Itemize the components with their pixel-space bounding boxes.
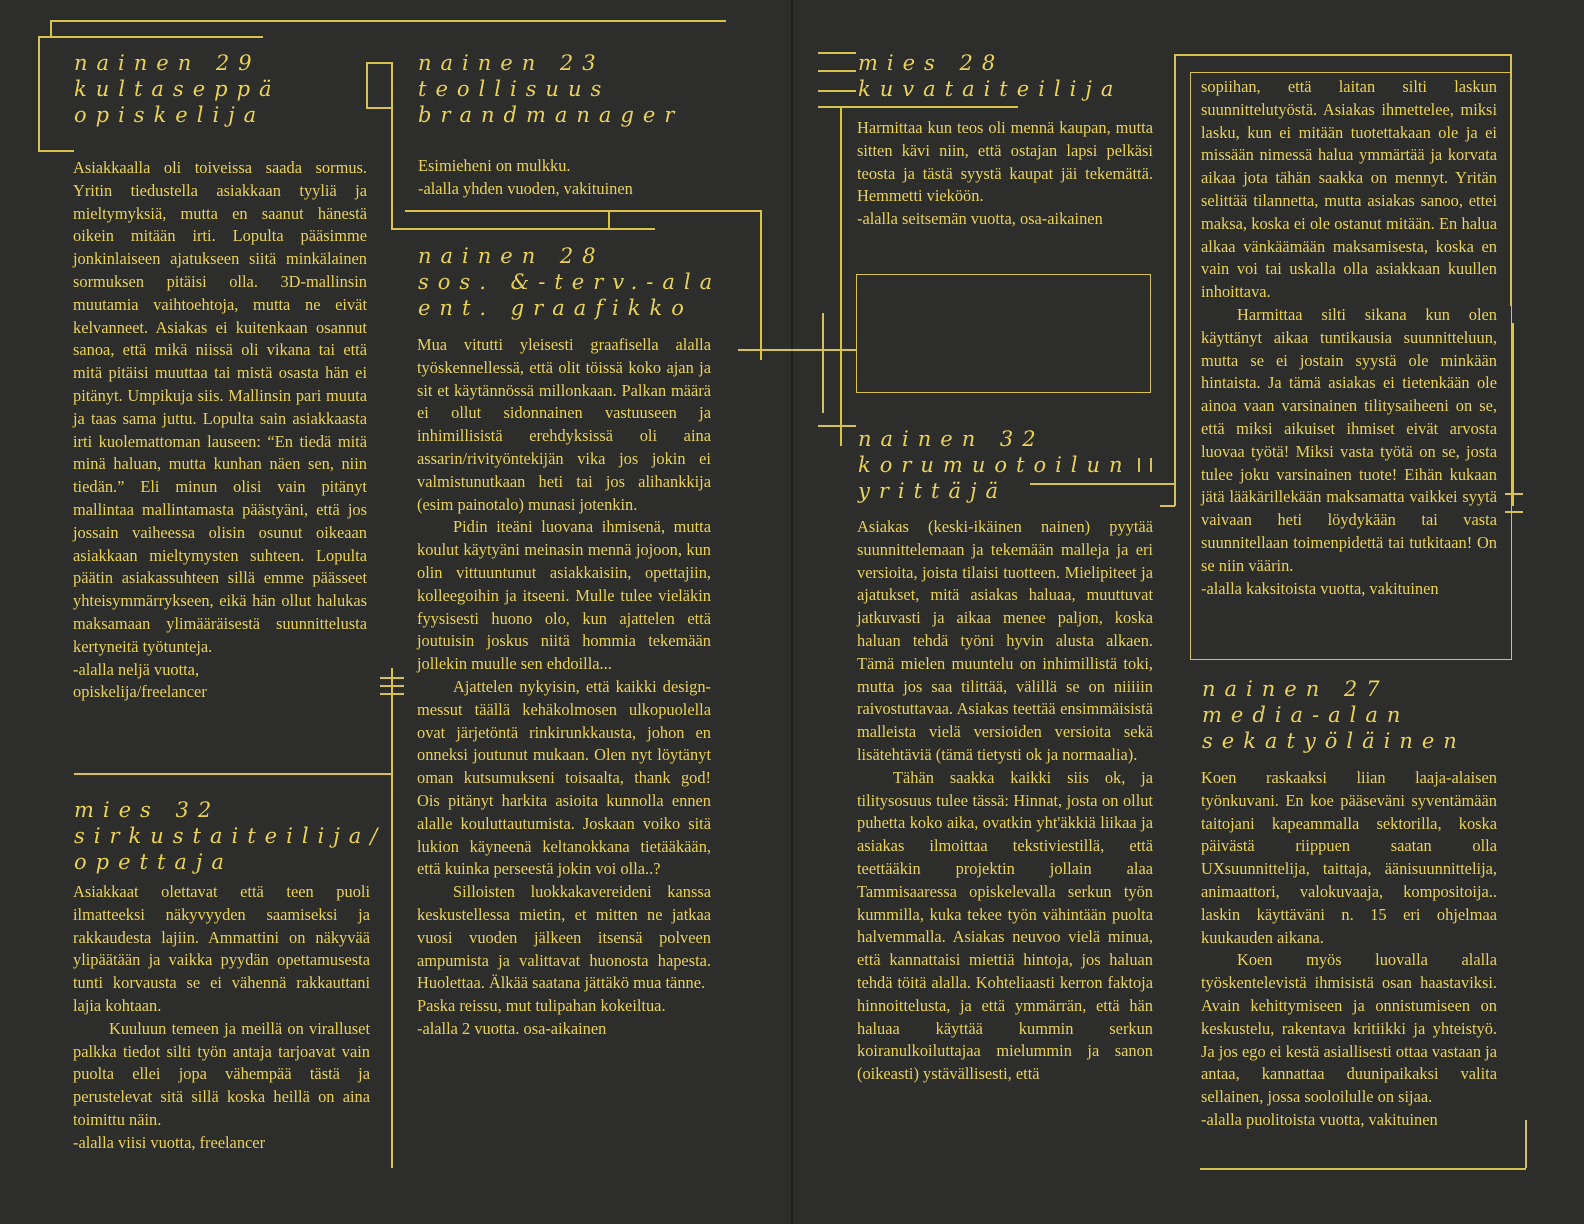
heading-nainen-29: nainen 29 kultaseppä opiskelija <box>74 51 281 127</box>
heading-nainen-28: nainen 28 sos. &-terv.-ala ent. graafikko <box>418 244 722 320</box>
heading-nainen-32: nainen 32 korumuotoilun yrittäjä <box>858 427 1132 503</box>
text-nainen-32: Asiakas (keski-ikäinen nainen) pyytää suunnittelemaan ja tekemään malleja ja eri versioita, joista tilaisi tuotteen. Mielipiteet ja ajatukset, mitä asiakas haluaa, muuttuvat jatkuvasti ja aikaa menee paljon, koska haluan tehdä työni hyvin alusta alkaen. Tämä mielen muuntelu on inhimillistä toki, mutta jos saa tilittää, välillä se on niiiiin raivostuttavaa. Asiakas teettää ensimmäisistä malleista vielä versioiden versioita sekä lisätehtäviä (tämä tietysti ok ja normaalia). Tähän saakka kaikki siis ok, ja tilitysosuus tulee tässä: Hinnat, josta on ollut puhetta koko aika, ovatkin yht'äkkiä liikaa ja asiakas ilmoittaa tekstiviestillä, että teettääkin projektin jollain alaa Tammisaaressa opiskelevalla serkun työn kummilla, kuka tekee työn vähintään puolta halvemmalla. Asiakas neuvoo vielä minua, että kannattaisi miettiä hintoja, jos haluan tehdä töitä alalla. Kohteliaasti kerron faktoja hinnoittelusta, ja että ymmärrän, että hän haluaa käyttää kummin serkun koiranulkoiluttajaa mielummin ja sanon (oikeasti) ystävällisesti, että <box>857 517 1153 1084</box>
text-mies-32: Asiakkaat olettavat että teen puoli ilmatteeksi näkyvyyden saamiseksi ja rakkaudesta lajiin. Ammattini on näkyvää ylipäätään ja vaikka pyydän opettamusesta tunti korvausta se ei vähennä rakkauttani lajia kohtaan. Kuuluun temeen ja meillä on viralluset palkka tiedot silti työn antaja tarjoavat vain puolta ellei jopa vähempää tästä ja perustelevat sitä sillä koska heillä on aina toimittu näin. -alalla viisi vuotta, freelancer <box>73 882 370 1152</box>
heading-nainen-23: nainen 23 teollisuus brandmanager <box>418 51 684 127</box>
text-nainen-32-continued: sopiihan, että laitan silti laskun suunnittelutyöstä. Asiakas ihmettelee, miksi lasku, kun ei mitään tuotettakaan ole ja ei missään nimessä halua ymmärtää ja korvata aikaa jota tähän saakka on mennyt. Yritän selittää tilannetta, mutta asiakas sanoo, ettei maksa, koska ei ole ostanut mitään. En halua alkaa vänkäämään maksamisesta, koska en vain voi tai uskalla olla asiakkaan kuullen inhoittava. Harmittaa silti sikana kun olen käyttänyt aikaa tuntikausia suunnitteluun, mutta se ei jostain syystä ole minkään hintaista. Ja tämä asiakas ei tietenkään ole ainoa vaan varsinainen tilitysaiheeni on se, että miksi aikuiset ihmiset eivät arvosta luovaa työtä! Miksi vasta työtä on se, josta tulee joku varsinainen tuote! Eihän kukaan jätä lääkärillekään maksamatta vaikkei syytä vaivaan heti löydykään tai vasta suunnitellaan toimenpidettä tai tutkitaan! On se niin väärin. -alalla kaksitoista vuotta, vakituinen <box>1201 77 1497 598</box>
pull-quote-box <box>856 274 1151 393</box>
page-gutter <box>791 0 793 1224</box>
heading-mies-28: mies 28 kuvataiteilija <box>858 51 1123 101</box>
text-nainen-27: Koen raskaaksi liian laaja-alaisen työnkuvani. En koe pääseväni syventämään taitojani kapeammalla sektorilla, koska päivästä riippuen saatan olla UXsuunnittelija, taittaja, äänisuunnittelija, animaattori, valokuvaaja, kompositoija.. laskin käyttäväni n. 15 eri ohjelmaa kuukauden aikana. Koen myös luovalla alalla työskentelevistä ihmisistä osan haastaviksi. Avain kehittymiseen ja onnistumiseen on keskustelu, rakentava kritiikki ja yhteistyö. Ja jos ego ei kestä asiallisesti ottaa vastaan ja antaa, kannattaa duunipaikaksi valita sellainen, jossa sooloilulle on sijaa. -alalla puolitoista vuotta, vakituinen <box>1201 768 1497 1129</box>
text-nainen-23: Esimieheni on mulkku. -alalla yhden vuoden, vakituinen <box>418 156 633 198</box>
heading-mies-32: mies 32 sirkustaiteilija/ opettaja <box>74 798 387 874</box>
text-nainen-28: Mua vitutti yleisesti graafisella alalla työskennellessä, että olit töissä koko ajan ja sit et käytännössä millonkaan. Palkan määrä ei ollut sidonnainen vastuuseen ja inhimillisistä erehdyksissä oli aina assarin/rivityöntekijän vika jos jokin ei valmistunutkaan heti tai jos alihankkija (esim painotalo) munasi jotenkin. Pidin iteäni luovana ihmisenä, mutta koulut käytyäni meinasin mennä jojoon, kun olin vittuuntunut asiakkaisiin, opettajiin, kolleegoihin ja itseeni. Mulle tulee vieläkin fyysisesti huono olo, kun ajattelen että joutuisin joskus niitä hommia tekemään jollekin muulle sen ehdoilla... Ajattelen nykyisin, että kaikki design-messut täällä kehäkolmosen ulkopuolella ovat järjetöntä rinkirunkkausta, johon en onneksi joutunut mukaan. Olen nyt löytänyt oman kutsumukseni toisaalta, thank god! Ois pitänyt harkita asioita kunnolla ennen alalle kouluttautumista. Joskaan voiko sitä lukion käyneenä keltanokkana tietääkään, että kuinka perseestä jokin voi olla..? Silloisten luokkakavereideni kanssa keskustellessa mietin, et mitten ne jatkaa vuosi vuoden jälkeen itsensä polveen ampumista ja valittavat huonosta hapesta. Huolettaa. Älkää saatana jättäkö mua tänne. Paska reissu, mut tulipahan kokeiltua. -alalla 2 vuotta. osa-aikainen <box>417 335 711 1038</box>
text-mies-28: Harmittaa kun teos oli mennä kaupan, mutta sitten kävi niin, että ostajan lapsi pelkäsi teosta ja tästä syystä kaupat jäi tekemättä. Hemmetti vieköön. -alalla seitsemän vuotta, osa-aikainen <box>857 118 1153 229</box>
heading-nainen-27: nainen 27 media-alan sekatyöläinen <box>1202 677 1466 753</box>
text-nainen-29: Asiakkaalla oli toiveissa saada sormus. Yritin tiedustella asiakkaan tyyliä ja mieltymyksiä, mutta en saanut hänestä oikein mitään irti. Lopulta pääsimme jonkinlaiseen ajatukseen siitä minkälainen sormuksen pitäisi olla. 3D-mallinsin muutamia vaihtoehtoja, mutta ne eivät kelvanneet. Asiakas ei kuitenkaan osannut sanoa, että mikä niissä oli vikana tai että mitä pitäisi muuttaa tai mistä osasta hän ei pitänyt. Umpikuja siis. Mallinsin pari muuta ja taas sama juttu. Lopulta sain asiakkaasta irti kuolemattoman lauseen: “En tiedä mitä minä haluan, mutta kunhan näen sen, niin tiedän.” Eli minun olisi vain pitänyt mallintaa mallintamasta päästyäni, että jos jossain vaiheessa olisin osunut oikeaan asiakkaan mieltymysten suhteen. Lopulta päätin asiakassuhteen sillä emme päässeet yhteisymmärrykseen, eikä hän ollut halukas maksamaan ylimääräisestä suunnittelusta kertyneitä työtunteja. -alalla neljä vuotta, opiskelija/freelancer <box>73 158 367 702</box>
